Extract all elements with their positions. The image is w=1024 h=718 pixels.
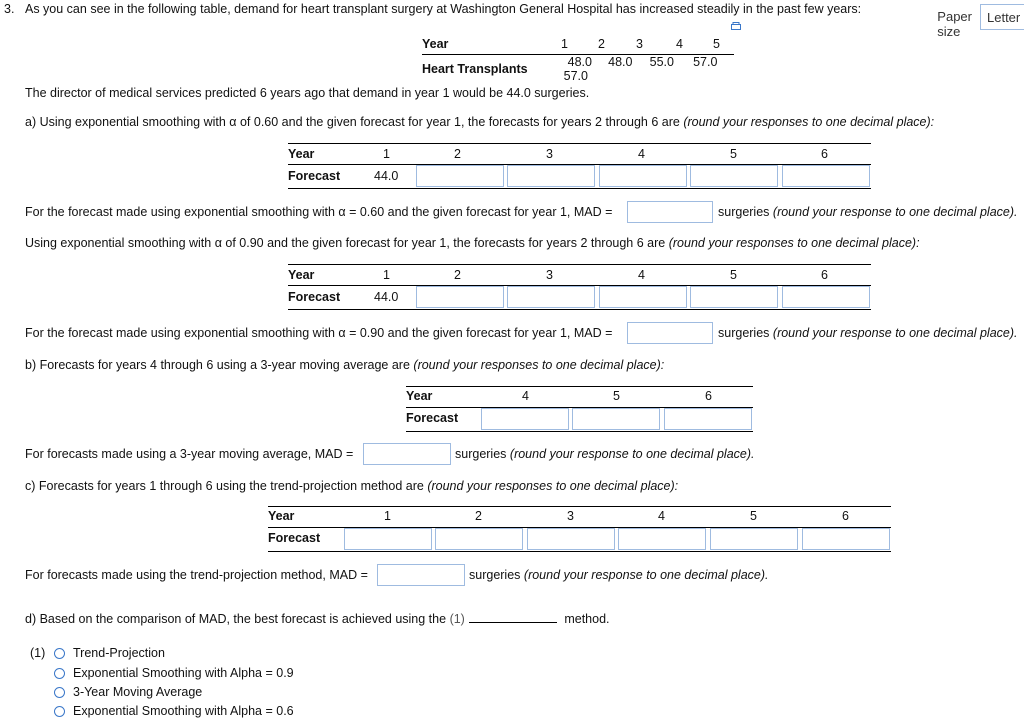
year-5: 5	[730, 268, 737, 282]
trend-input-6[interactable]	[802, 528, 890, 550]
radio-icon[interactable]	[54, 687, 65, 698]
option-trend-projection[interactable]: Trend-Projection	[54, 646, 165, 660]
question-intro: As you can see in the following table, demand for heart transplant surgery at Washington General Hospital has increased steadily in the past few years:	[25, 2, 862, 16]
alpha90-forecast-table	[288, 264, 871, 310]
demand-value-3: 55.0	[649, 55, 674, 69]
option-moving-average[interactable]: 3-Year Moving Average	[54, 685, 202, 699]
year-label: Year	[288, 268, 315, 282]
part-d-prompt: d) Based on the comparison of MAD, the best forecast is achieved using the (1) method.	[25, 612, 610, 626]
trend-input-5[interactable]	[710, 528, 798, 550]
demand-year-4: 4	[643, 33, 683, 55]
alpha60-forecast-input-4[interactable]	[599, 165, 687, 187]
forecast-year-1: 44.0	[374, 169, 399, 183]
trend-mad-text: For forecasts made using the trend-projection method, MAD =	[25, 568, 368, 582]
year-label: Year	[268, 509, 295, 523]
part-a-prompt: a) Using exponential smoothing with α of 0.60 and the given forecast for year 1, the forecasts for years 2 through 6 are (round your responses to one decimal place):	[25, 115, 935, 129]
trend-projection-table	[268, 506, 891, 552]
radio-icon[interactable]	[54, 648, 65, 659]
alpha60-forecast-input-2[interactable]	[416, 165, 504, 187]
alpha90-mad-input[interactable]	[627, 322, 713, 344]
question-number: 3.	[4, 2, 15, 16]
alpha90-mad-suffix: surgeries (round your response to one decimal place).	[718, 326, 1018, 340]
moving-avg-input-6[interactable]	[664, 408, 752, 430]
year-2: 2	[454, 147, 461, 161]
demand-value-5: 57.0	[563, 69, 588, 83]
trend-mad-input[interactable]	[377, 564, 465, 586]
moving-avg-input-4[interactable]	[481, 408, 569, 430]
year-4: 4	[658, 509, 665, 523]
year-1: 1	[384, 509, 391, 523]
demand-year-1: 1	[550, 33, 568, 55]
moving-average-table	[406, 386, 753, 432]
alpha60-forecast-input-5[interactable]	[690, 165, 778, 187]
demand-value-1: 48.0	[567, 55, 592, 69]
director-text: The director of medical services predicted 6 years ago that demand in year 1 would be 44.0 surgeries.	[25, 86, 590, 100]
part-c-prompt: c) Forecasts for years 1 through 6 using the trend-projection method are (round your responses to one decimal place):	[25, 479, 679, 493]
demand-year-3: 3	[605, 33, 643, 55]
option-exp-smoothing-0-6[interactable]: Exponential Smoothing with Alpha = 0.6	[54, 704, 294, 718]
year-2: 2	[475, 509, 482, 523]
trend-input-3[interactable]	[527, 528, 615, 550]
best-method-blank[interactable]	[469, 622, 557, 623]
alpha60-forecast-input-6[interactable]	[782, 165, 870, 187]
alpha60-forecast-table	[288, 143, 871, 189]
paper-size-select[interactable]: Letter	[980, 4, 1024, 30]
trend-input-1[interactable]	[344, 528, 432, 550]
moving-avg-input-5[interactable]	[572, 408, 660, 430]
year-5: 5	[750, 509, 757, 523]
method-suffix: method.	[564, 612, 610, 626]
trend-input-4[interactable]	[618, 528, 706, 550]
alpha60-mad-input[interactable]	[627, 201, 713, 223]
demand-value-2: 48.0	[608, 55, 633, 69]
options-ref: (1)	[30, 646, 46, 660]
radio-icon[interactable]	[54, 706, 65, 717]
alpha90-forecast-input-4[interactable]	[599, 286, 687, 308]
option-exp-smoothing-0-9[interactable]: Exponential Smoothing with Alpha = 0.9	[54, 666, 294, 680]
alpha90-forecast-input-2[interactable]	[416, 286, 504, 308]
year-3: 3	[546, 268, 553, 282]
forecast-label: Forecast	[268, 531, 321, 545]
forecast-label: Forecast	[406, 411, 459, 425]
part-b-prompt: b) Forecasts for years 4 through 6 using a 3-year moving average are (round your responses to one decimal place):	[25, 358, 665, 372]
moving-avg-mad-suffix: surgeries (round your response to one decimal place).	[455, 447, 755, 461]
alpha90-forecast-input-3[interactable]	[507, 286, 595, 308]
year-3: 3	[546, 147, 553, 161]
paper-size-label: Paper size	[937, 9, 972, 39]
forecast-label: Forecast	[288, 290, 341, 304]
year-5: 5	[613, 389, 620, 403]
year-6: 6	[842, 509, 849, 523]
year-2: 2	[454, 268, 461, 282]
alpha60-mad-text: For the forecast made using exponential smoothing with α = 0.60 and the given forecast for year 1, MAD =	[25, 205, 613, 219]
trend-input-2[interactable]	[435, 528, 523, 550]
year-label: Year	[406, 389, 433, 403]
year-1: 1	[383, 268, 390, 282]
forecast-label: Forecast	[288, 169, 341, 183]
year-4: 4	[638, 147, 645, 161]
blank-ref: (1)	[449, 612, 465, 626]
alpha90-mad-text: For the forecast made using exponential smoothing with α = 0.90 and the given forecast for year 1, MAD =	[25, 326, 613, 340]
alpha90-forecast-input-5[interactable]	[690, 286, 778, 308]
alpha60-forecast-input-3[interactable]	[507, 165, 595, 187]
year-5: 5	[730, 147, 737, 161]
demand-year-2: 2	[568, 33, 605, 55]
alpha90-forecast-input-6[interactable]	[782, 286, 870, 308]
year-3: 3	[567, 509, 574, 523]
alpha60-mad-suffix: surgeries (round your response to one decimal place).	[718, 205, 1018, 219]
demand-year-header: Year	[422, 33, 550, 55]
year-4: 4	[638, 268, 645, 282]
moving-avg-mad-input[interactable]	[363, 443, 451, 465]
trend-mad-suffix: surgeries (round your response to one decimal place).	[469, 568, 769, 582]
year-1: 1	[383, 147, 390, 161]
year-6: 6	[821, 147, 828, 161]
year-label: Year	[288, 147, 315, 161]
demand-year-5: 5	[683, 33, 734, 55]
print-icon[interactable]	[731, 20, 741, 28]
demand-row-label: Heart Transplants	[422, 62, 528, 76]
part-a-prompt-2: Using exponential smoothing with α of 0.90 and the given forecast for year 1, the forecasts for years 2 through 6 are (round your responses to one decimal place):	[25, 236, 920, 250]
year-6: 6	[705, 389, 712, 403]
demand-table	[422, 33, 734, 83]
year-4: 4	[522, 389, 529, 403]
year-6: 6	[821, 268, 828, 282]
forecast-year-1: 44.0	[374, 290, 399, 304]
demand-value-4: 57.0	[693, 55, 718, 69]
moving-avg-mad-text: For forecasts made using a 3-year moving average, MAD =	[25, 447, 354, 461]
radio-icon[interactable]	[54, 668, 65, 679]
